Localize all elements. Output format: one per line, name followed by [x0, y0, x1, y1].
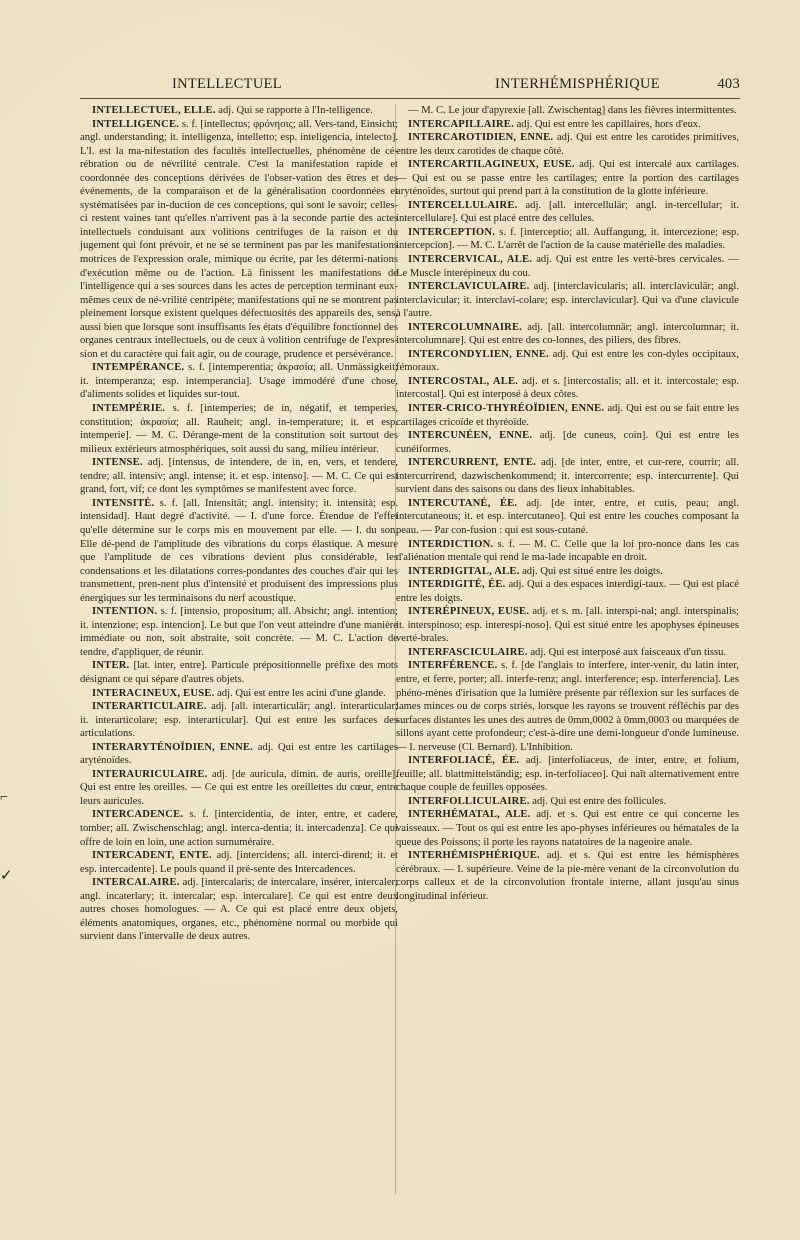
entry-definition: adj. Qui est situé entre les doigts. — [522, 565, 663, 577]
entry-headword: INTERHÉMATAL, ALE. — [408, 809, 531, 821]
dictionary-entry — [396, 280, 739, 321]
dictionary-entry — [396, 456, 739, 497]
entry-definition: s. f. [de l'anglais to interfere, inter-venir, du latin inter, entre, et ferre, porter; all. interfe-renz; angl. interference; esp. interferencia]. Les phéno-mènes d'irisation que la lumière présente par réflexion sur les surfaces de lames minces ou de corps striés, lorsque les rayons se trouvent réfléchis par des surfaces distantes les unes des autres de 0mm,0002 à 0mm,0003 ou marquées de sillons ayant cette profondeur; c'est-à-dire une demi-longueur d'onde lumineuse. — I. nerveuse (Cl. Bernard). L'Inhibition. — [396, 660, 739, 753]
entry-headword: INTELLECTUEL, ELLE. — [92, 105, 216, 116]
entry-headword: INTER. — [92, 660, 130, 672]
entry-headword: INTERARYTÉNOÏDIEN, ENNE. — [92, 741, 253, 753]
entry-definition: adj. et s. Qui est entre les hémisphères cérébraux. — I. supérieure. Veine de la pie-mère venant de la circonvolution du corps calleux et de la circonvolution frontale interne, allant jusqu'au sinus longitudinal inférieur. — [396, 850, 739, 902]
right-column — [396, 104, 739, 903]
entry-headword: INTERCEPTION. — [408, 226, 496, 238]
running-header — [80, 76, 740, 98]
entry-headword: INTENSITÉ. — [92, 497, 155, 509]
margin-scribble-icon: ✓ — [0, 868, 13, 884]
entry-definition: s. f. [intemperentia; ἀκρασία; all. Unmässigkeit; it. intemperanza; esp. intemperancia]. Usage immodéré d'une chose, d'aliments solides et liquides sur-tout. — [80, 362, 398, 401]
entry-headword: INTERHÉMISPHÉRIQUE. — [408, 850, 540, 862]
entry-definition: s. f. [intemperies; de in, négatif, et temperies, constitution; ἀκρασία; all. Rauheit; angl. in-temperature; it. et esp. intemperie]. — M. C. Dérange-ment de la constitution soit surtout des milieux extérieurs atmosphériques, soit aussi du sang, milieu intérieur. — [80, 403, 398, 455]
entry-definition: adj. [de auricula, dimin. de auris, oreille]. Qui est entre les oreilles. — Ce qui est entre les oreillettes du cœur, entre leurs auricules. — [80, 768, 398, 807]
entry-headword: INTERACINEUX, EUSE. — [92, 687, 215, 699]
entry-headword: INTERCAROTIDIEN, ENNE. — [408, 132, 554, 144]
entry-definition: adj. [intercalaris; de intercalare, insérer, intercaler; angl. incaterlary; it. intercalar; esp. intercalare]. Ce qui est entre deux autres choses homologues. — A. Ce qui est placé entre deux objets, éléments anatomiques, organes, etc., phénomène normal ou morbide qui survient dans l'intervalle de deux autres. — [80, 877, 398, 943]
entry-definition: adj. [intensus, de intendere, de in, en, vers, et tendere, tendre; all. intensiv; angl. intense; it. et esp. intenso]. — M. C. Ce qui est grand, fort, vif; ce dont les symptômes se manifestent avec force. — [80, 457, 398, 496]
dictionary-entry — [80, 361, 398, 402]
dictionary-entry — [80, 876, 398, 944]
dictionary-entry — [80, 768, 398, 809]
entry-definition: adj. [de inter, entre, et cutis, peau; angl. intercutaneous; it. et esp. intercutaneo]. Qui est entre les couches composant la peau. — Par con-fusion : qui est sous-cutané. — [396, 497, 740, 536]
entry-headword: INTENSE. — [92, 457, 143, 469]
entry-headword: INTERCAPILLAIRE. — [408, 118, 514, 130]
dictionary-entry — [396, 253, 739, 280]
dictionary-entry — [80, 700, 398, 741]
dictionary-entry — [396, 754, 739, 795]
entry-headword: INTERCALAIRE. — [92, 877, 180, 889]
dictionary-entry — [396, 199, 739, 226]
entry-definition: s. f. [all. Intensität; angl. intensity; it. intensità; esp. intensidad]. Haut degré d'activité. — I. d'une force. Étendue de l'effet qu'elle détermine sur le corps mis en mouvement par elle. — I. du son. Elle dé-pend de l'amplitude des vibrations du corps élastique. A mesure que l'amplitude de ces vibrations devient plus considérable, les condensations et les dilatations corres-pondantes des couches d'air qui les transmettent, pren-nent plus d'intensité et produisent des impressions plus énergiques sur les terminaisons du nerf acoustique. — [80, 497, 398, 604]
entry-definition: s. f. [interceptio; all. Auffangung, it. intercezione; esp. intercepcion]. — M. C. L'arrêt de l'action de la cause matérielle des maladies. — [396, 226, 740, 252]
entry-definition: adj. Qui est entre les con-dyles occipitaux, fémoraux. — [396, 348, 739, 374]
entry-headword: INTERAURICULAIRE. — [92, 768, 208, 780]
entry-headword: INTELLIGENCE. — [92, 118, 180, 130]
entry-headword: INTERCLAVICULAIRE. — [408, 281, 530, 293]
left-column — [80, 104, 398, 944]
dictionary-entry — [396, 849, 739, 903]
entry-definition: s. f. [intensio, propositum; all. Absicht; angl. intention; it. intenzione; esp. intencion]. Le but que l'on veut atteindre d'une manière immédiate ou non, soit abstraite, soit concrète. — M. C. L'action de tendre, d'appliquer, de réunir. — [80, 606, 398, 658]
entry-headword: INTERCADENCE. — [92, 809, 184, 821]
dictionary-entry — [396, 578, 739, 605]
dictionary-entry — [396, 118, 739, 132]
dictionary-entry — [80, 456, 398, 497]
dictionary-entry — [396, 104, 739, 118]
dictionary-entry — [80, 605, 398, 659]
entry-headword: INTERCONDYLIEN, ENNE. — [408, 348, 549, 360]
dictionary-entry — [396, 808, 739, 849]
entry-headword: INTER-CRICO-THYRÉOÏDIEN, ENNE. — [408, 403, 605, 415]
dictionary-entry — [396, 375, 739, 402]
dictionary-entry — [80, 497, 398, 605]
entry-definition: adj. Qui est intercalé aux cartilages. — Qui est ou se passe entre les cartilages; entre la portion des cartilages aryténoïdes, surtout qui prend part à la constitution de la glotte inférieure. — [396, 159, 739, 198]
entry-headword: INTERCOSTAL, ALE. — [408, 375, 519, 387]
entry-headword: INTERFÉRENCE. — [408, 660, 498, 672]
entry-definition: adj. Qui est interposé aux faisceaux d'un tissu. — [530, 646, 727, 658]
entry-headword: INTERFASCICULAIRE. — [408, 646, 528, 658]
entry-definition: adj. [intercidens; all. interci-dirend; it. et esp. intercadente]. Le pouls quand il pré-sente des Intercadences. — [80, 850, 399, 875]
entry-headword: INTERCUTANÉ, ÉE. — [408, 497, 518, 509]
entry-headword: INTERFOLLICULAIRE. — [408, 795, 530, 807]
header-right-word: INTERHÉMISPHÉRIQUE — [495, 76, 660, 92]
dictionary-entry — [396, 659, 739, 754]
entry-definition: adj. Qui est entre les acini d'une glande. — [217, 687, 386, 699]
dictionary-entry — [396, 646, 739, 660]
entry-headword: INTERCUNÉEN, ENNE. — [408, 430, 533, 442]
entry-headword: INTERDICTION. — [408, 538, 494, 550]
entry-headword: INTEMPÉRANCE. — [92, 362, 185, 374]
entry-headword: INTERCELLULAIRE. — [408, 199, 518, 211]
entry-definition: adj. et s. m. [all. interspi-nal; angl. interspinalis; it. interspinoso; esp. interespi-noso]. Qui est situé entre les apophyses épineuses verté-brales. — [396, 606, 739, 645]
entry-definition: adj. [all. intercolumnär; angl. intercolumnar; it. intercolumnare]. Qui est entre des co-lonnes, des piliers, des fibres. — [396, 321, 739, 347]
dictionary-entry — [396, 348, 739, 375]
entry-headword: INTERDIGITAL, ALE. — [408, 565, 520, 577]
entry-headword: INTERDIGITÉ, ÉE. — [408, 579, 506, 591]
entry-definition: s. f. — M. C. Celle que la loi pro-nonce dans les cas d'aliénation mentale qui rend le ma-lade incapable en droit. — [396, 538, 739, 564]
dictionary-entry — [396, 402, 739, 429]
dictionary-entry — [80, 741, 398, 768]
entry-headword: INTEMPÉRIE. — [92, 403, 166, 415]
dictionary-entry — [80, 104, 398, 118]
entry-definition: adj. [de inter, entre, et cur-rere, courrir; all. intercurrirend, dazwischenkommend; it. intercorrente; esp. intercurrente]. Qui survient dans des saisons ou dans des lieux inhabitables. — [396, 457, 739, 496]
entry-definition: adj. Qui est ou se fait entre les cartilages cricoïde et thyréoïde. — [396, 403, 739, 428]
dictionary-entry — [396, 565, 739, 579]
dictionary-entry — [396, 321, 739, 348]
dictionary-entry — [396, 795, 739, 809]
dictionary-entry — [80, 659, 398, 686]
margin-mark-icon: ⌐ — [0, 790, 8, 805]
entry-headword: INTERCERVICAL, ALE. — [408, 254, 533, 266]
entry-headword: INTERCARTILAGINEUX, EUSE. — [408, 159, 575, 171]
entry-definition: adj. [interclavicularis; all. interclaviculär; angl. interclavicular; it. interclavi-colare; esp. interclavicular]. Qui va d'une clavicule à l'autre. — [396, 281, 739, 320]
entry-definition: adj. [all. intercellulär; angl. in-tercellular; it. intercellulare]. Qui est placé entre des cellules. — [396, 199, 739, 225]
dictionary-entry — [396, 497, 739, 538]
dictionary-entry — [80, 849, 398, 876]
dictionary-entry — [80, 118, 398, 362]
entry-definition: adj. et s. Qui est entre ce qui concerne les vaisseaux. — Tout os qui est entre les apo-physes inférieures ou hématales de la queue des Poissons; il porte les rayons natatoires de la nageoire anale. — [396, 809, 740, 848]
dictionary-entry — [396, 605, 739, 646]
entry-definition: adj. Qui se rapporte à l'In-telligence. — [218, 105, 373, 116]
header-rule — [80, 98, 740, 99]
entry-definition: adj. et s. [intercostalis; all. et it. intercostale; esp. intercostal]. Qui est interposé à deux côtes. — [396, 375, 739, 401]
entry-definition: adj. Qui est entre les cartilages aryténoïdes. — [80, 741, 398, 767]
entry-headword: INTERCOLUMNAIRE. — [408, 321, 523, 333]
dictionary-entry — [396, 226, 739, 253]
dictionary-entry — [396, 538, 739, 565]
entry-headword: INTERARTICULAIRE. — [92, 701, 207, 713]
entry-definition: adj. Qui est entre les capillaires, hors d'eux. — [516, 118, 701, 130]
entry-definition: adj. Qui est entre des follicules. — [532, 795, 667, 807]
entry-definition: adj. [de cuneus, coin]. Qui est entre les cunéiformes. — [396, 430, 739, 455]
dictionary-entry — [396, 429, 739, 456]
entry-definition: adj. [all. interarticulär; angl. interarticular; it. interarticolare; esp. interarticular]. Qui est entre les surfaces des articulations. — [80, 701, 398, 740]
header-left-word: INTELLECTUEL — [172, 76, 282, 92]
entry-headword: INTERCADENT, ENTE. — [92, 850, 212, 862]
dictionary-entry — [396, 158, 739, 199]
entry-headword: INTENTION. — [92, 606, 158, 618]
entry-definition: adj. Qui est entre les vertè-bres cervicales. — Le Muscle interépineux du cou. — [396, 254, 740, 279]
entry-headword: INTERFOLIACÉ, ÉE. — [408, 755, 520, 767]
entry-definition: adj. [interfoliaceus, de inter, entre, et folium, feuille; all. blattmittelständig; esp. in-terfoliaceo]. Qui naît alternativement entre chaque couple de feuilles opposées. — [396, 755, 739, 794]
entry-definition: adj. Qui est entre les carotides primitives, entre les deux carotides de chaque côté. — [396, 132, 739, 157]
dictionary-entry — [396, 131, 739, 158]
entry-definition: s. f. [intercidentia, de inter, entre, et cadere, tomber; all. Zwischenschlag; angl. interca-dentia; it. intercadenza]. Ce qui offre de loin en loin, une action surnuméraire. — [80, 809, 398, 848]
entry-definition: s. f. [intellectus; φρόνησις; all. Vers-tand, Einsicht; angl. understanding; it. intelligenza, intelletto; esp. inteligencia, intelecto]. L'I. est la ma-nifestation des facultés intellectuelles, phénomène de cé-rébration ou de névrilité centrale. C'est la manifestation rapide et coordonnée des conceptions dérivées de l'obser-vation des êtres et des événements, de la comparaison et de la généralisation coordonnées et systématisées par in-duction de ces conceptions, qui sont le savoir; celles-ci restent vaines tant qu'elles n'arrivent pas à la seconde partie des actes intellectuels conduisant aux volitions centrifuges de la raison et du jugement qui font prévoir, et ne se se terminent pas par les manifestations motrices de l'expression orale, mimique ou écrite, par les détermi-nations d'exécution même ou de l'action. Là finissent les manifestations de l'intelligence qui a ses sources dans les actes de perception terminant eux-mêmes ceux de né-vrilité centripète; manifestations qui ne se montrent pas pleinement lorsque existent quelques défectuosités des appareils des, sens, aussi bien que lorsque sont insuffisants les états d'équilibre fonctionnel des organes centraux intellectuels, ou de ceux à volition centrifuge de l'expres-sion et du caractère qui fait agir, ou de courage, prudence et persévérance. — [80, 118, 399, 360]
entry-definition: adj. Qui a des espaces interdigi-taux. — Qui est placé entre les doigts. — [396, 579, 739, 604]
entry-headword: INTERÉPINEUX, EUSE. — [408, 606, 530, 618]
page-number: 403 — [717, 76, 740, 92]
dictionary-entry — [80, 687, 398, 701]
entry-definition: [lat. inter, entre]. Particule prépositionnelle préfixe des mots désignant ce qui sépare d'autres objets. — [80, 660, 398, 685]
dictionary-entry — [80, 402, 398, 456]
dictionary-entry — [80, 808, 398, 849]
entry-headword: INTERCURRENT, ENTE. — [408, 457, 537, 469]
entry-definition: — M. C. Le jour d'apyrexie [all. Zwischentag] dans les fièvres intermittentes. — [408, 105, 737, 116]
